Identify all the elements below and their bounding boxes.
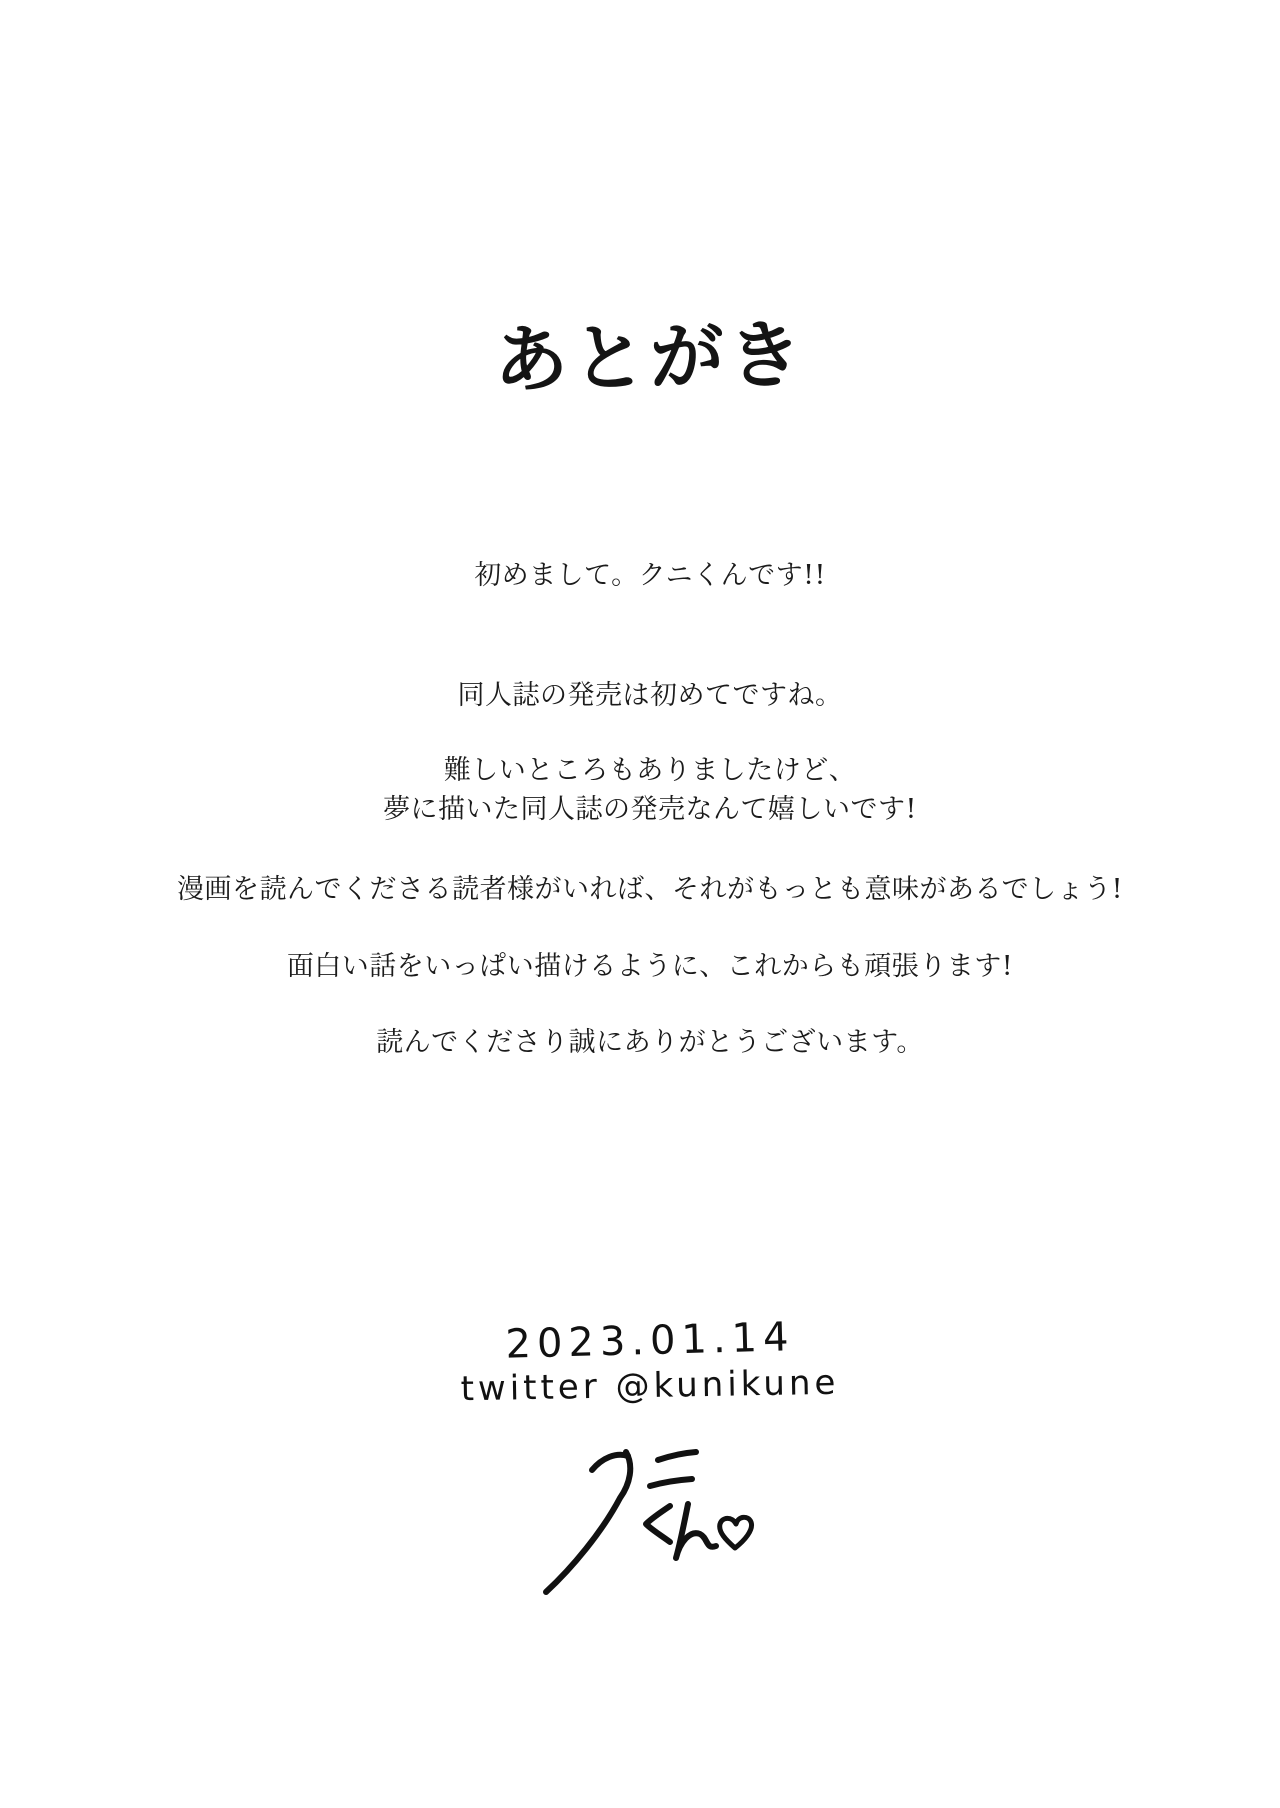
page-title: あとがき [493,312,807,404]
colophon [10,1314,1280,1410]
twitter-handle: twitter @kunikune [460,1362,840,1410]
signature-stroke [676,1504,716,1558]
thanks-line: 読んでくださり誠にありがとうございます。 [376,1027,924,1058]
greeting-line: 初めまして。クニくんです!! [474,560,826,591]
heart-icon [720,1517,752,1548]
aspiration-line: 面白い話をいっぱい描けるように、これからも頑張ります! [286,951,1014,982]
first-release-line: 同人誌の発売は初めてですね。 [457,680,843,711]
difficulty-line: 難しいところもありましたけど、 [443,755,857,786]
signature [530,1436,770,1604]
signature-stroke [546,1452,630,1592]
signature-stroke [650,1479,692,1486]
page-content [10,0,1280,1808]
signature-stroke [658,1452,696,1460]
signature-text [530,1604,531,1605]
readers-line: 漫画を読んでくださる読者様がいれば、それがもっとも意味があるでしょう! [176,874,1124,905]
signature-stroke [646,1506,670,1542]
publication-date: 2023.01.14 [504,1314,796,1368]
dream-line: 夢に描いた同人誌の発売なんて嬉しいです! [383,794,917,825]
signature-stroke [592,1455,628,1470]
signature-autograph [530,1436,770,1604]
